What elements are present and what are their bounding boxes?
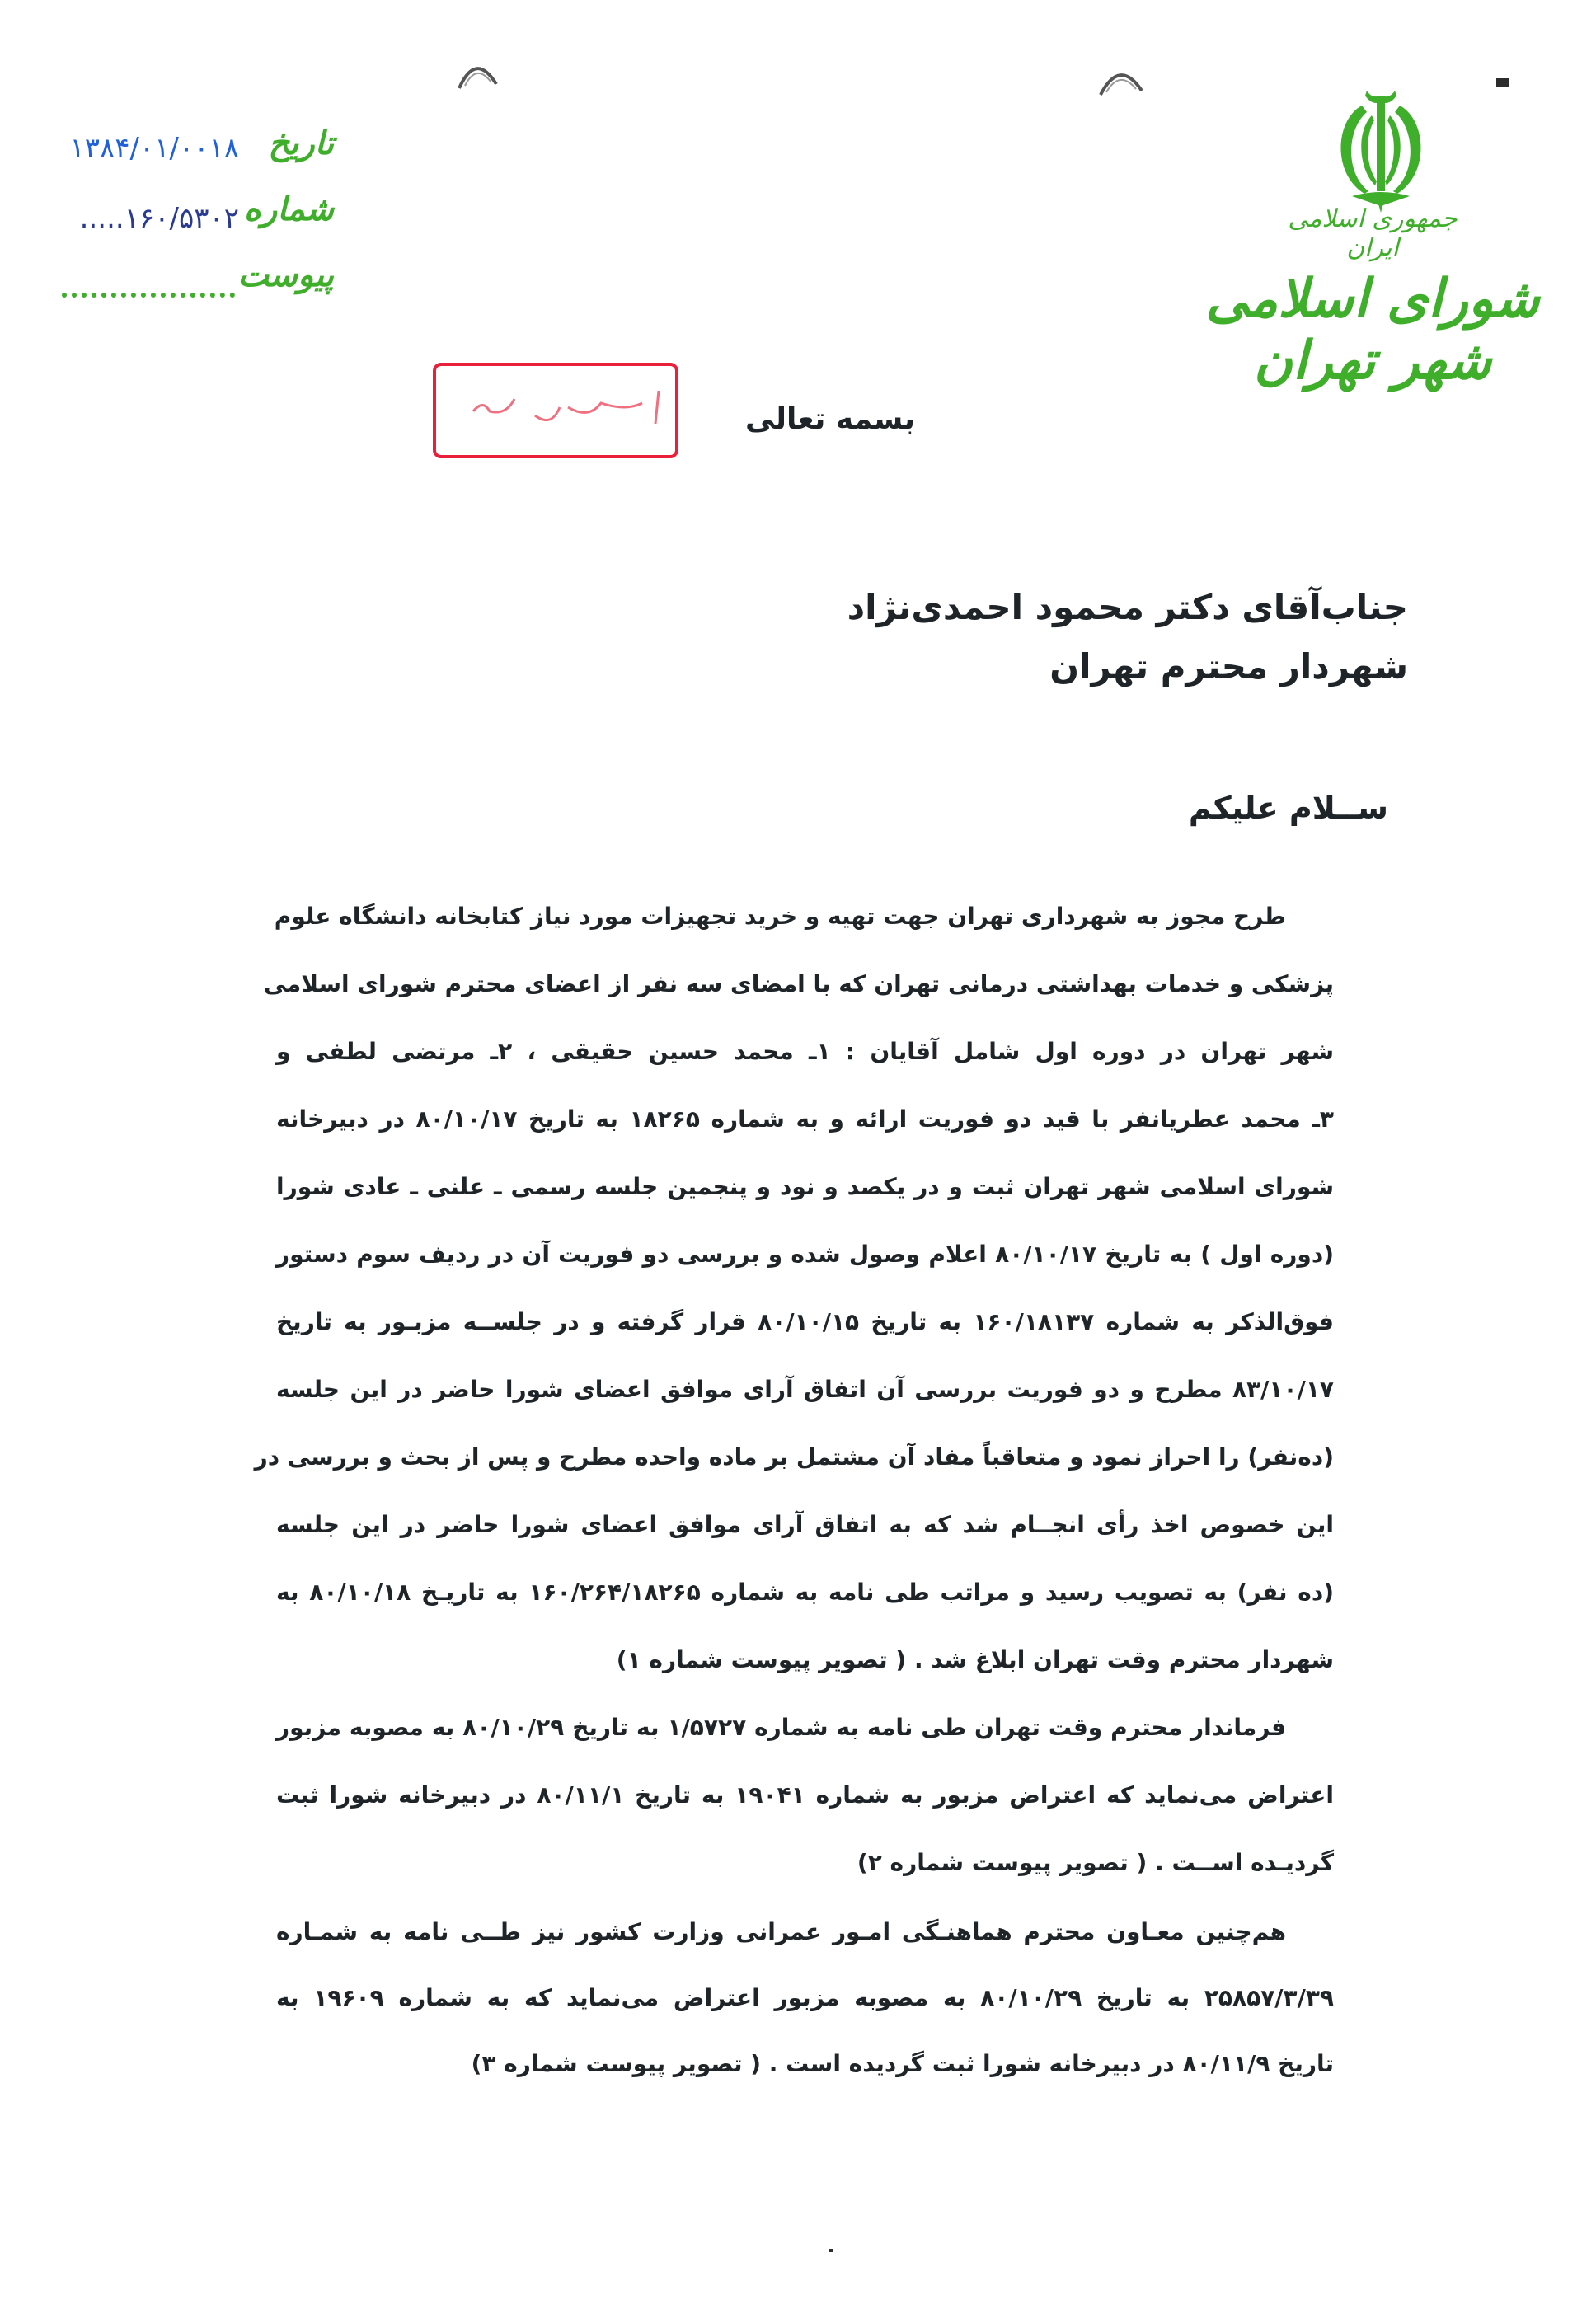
body-line: پزشکی و خدمات بهداشتی درمانی تهران که با امضای سه نفر از اعضای محترم شورای اسلامی — [263, 970, 1334, 997]
body-line: ۳ـ محمد عطریانفر با قید دو فوریت ارائه و به شماره ۱۸۲۶۵ به تاریخ ۸۰/۱۰/۱۷ در دبیرخانه — [276, 1105, 1335, 1133]
body-line: فوق‌الذکر به شماره ۱۶۰/۱۸۱۳۷ به تاریخ ۸۰/۱۰/۱۵ قرار گرفته و در جلســه مزبـور به تاریخ — [276, 1308, 1335, 1335]
body-line: شورای اسلامی شهر تهران ثبت و در یکصد و نود و پنجمین جلسه رسمی ـ علنی ـ عادی شورا — [276, 1173, 1334, 1200]
body-line: (دوره اول ) به تاریخ ۸۰/۱۰/۱۷ اعلام وصول شده و بررسی دو فوریت آن در ردیف سوم دستور — [276, 1241, 1334, 1268]
recipient-name: جناب‌آقای دکتر محمود احمدی‌نژاد — [847, 587, 1408, 627]
letterhead-republic: جمهوری اسلامی ایران — [1288, 204, 1458, 262]
scan-speck — [829, 2249, 833, 2252]
body-line: اعتراض می‌نماید که اعتراض مزبور به شماره ۱۹۰۴۱ به تاریخ ۸۰/۱۱/۱ در دبیرخانه شورا ثبت — [276, 1781, 1334, 1809]
hole-punch-mark-left — [455, 51, 500, 92]
date-label: تاریخ — [268, 124, 334, 162]
body-line: گردیـده اســت . ( تصویر پیوست شماره ۲) — [857, 1849, 1334, 1876]
body-line: (ده‌نفر) را احراز نمود و متعاقباً مفاد آن مشتمل بر ماده واحده مطرح و پس از بحث و بررسی در — [254, 1443, 1334, 1471]
number-label: شماره — [243, 190, 334, 228]
body-line: (ده نفر) به تصویب رسید و مراتب طی نامه به شماره ۱۶۰/۲۶۴/۱۸۲۶۵ به تاریـخ ۸۰/۱۰/۱۸ به — [276, 1579, 1334, 1606]
bismillah-heading: بسمه تعالی — [745, 402, 915, 436]
body-line: شهردار محترم وقت تهران ابلاغ شد . ( تصویر پیوست شماره ۱) — [616, 1646, 1334, 1673]
letterhead-council-name: شورای اسلامی شهر تهران — [1205, 268, 1540, 392]
body-line: طرح مجوز به شهرداری تهران جهت تهیه و خرید تجهیزات مورد نیاز کتابخانه دانشگاه علوم — [274, 903, 1286, 930]
attachment-label: پیوست — [237, 256, 334, 294]
body-line: شهر تهران در دوره اول شامل آقایان : ۱ـ محمد حسین حقیقی ، ۲ـ مرتضی لطفی و — [276, 1038, 1334, 1065]
body-line: تاریخ ۸۰/۱۱/۹ در دبیرخانه شورا ثبت گردیده است . ( تصویر پیوست شماره ۳) — [471, 2050, 1334, 2077]
date-value: ۱۳۸۴/۰۱/۰۰۱۸ — [69, 132, 239, 165]
hole-punch-mark-right — [1096, 58, 1146, 99]
red-stamp — [433, 363, 678, 458]
body-line: فرماندار محترم وقت تهران طی نامه به شماره ۱/۵۷۲۷ به تاریخ ۸۰/۱۰/۲۹ به مصوبه مزبور — [276, 1714, 1286, 1741]
number-value: ۱۶۰/۵۳۰۲..... — [79, 202, 239, 235]
body-line: هم‌چنین معـاون محترم هماهنـگی امـور عمرانی وزارت کشور نیز طــی نامه به شمـاره — [276, 1918, 1286, 1945]
recipient-title: شهردار محترم تهران — [1049, 646, 1408, 687]
scan-speck — [1496, 78, 1509, 87]
iran-emblem-icon — [1319, 82, 1443, 214]
attachment-dotted-line — [62, 293, 235, 298]
body-line: ۸۳/۱۰/۱۷ مطرح و دو فوریت بررسی آن اتفاق آرای موافق اعضای شورا حاضر در این جلسه — [276, 1376, 1334, 1403]
body-line: این خصوص اخذ رأی انجــام شد که به اتفاق آرای موافق اعضای شورا حاضر در این جلسه — [276, 1511, 1334, 1538]
body-line: ۲۵۸۵۷/۳/۳۹ به تاریخ ۸۰/۱۰/۲۹ به مصوبه مزبور اعتراض می‌نماید که به شماره ۱۹۶۰۹ به — [276, 1984, 1335, 2011]
greeting: ســلام علیکم — [1188, 790, 1388, 826]
